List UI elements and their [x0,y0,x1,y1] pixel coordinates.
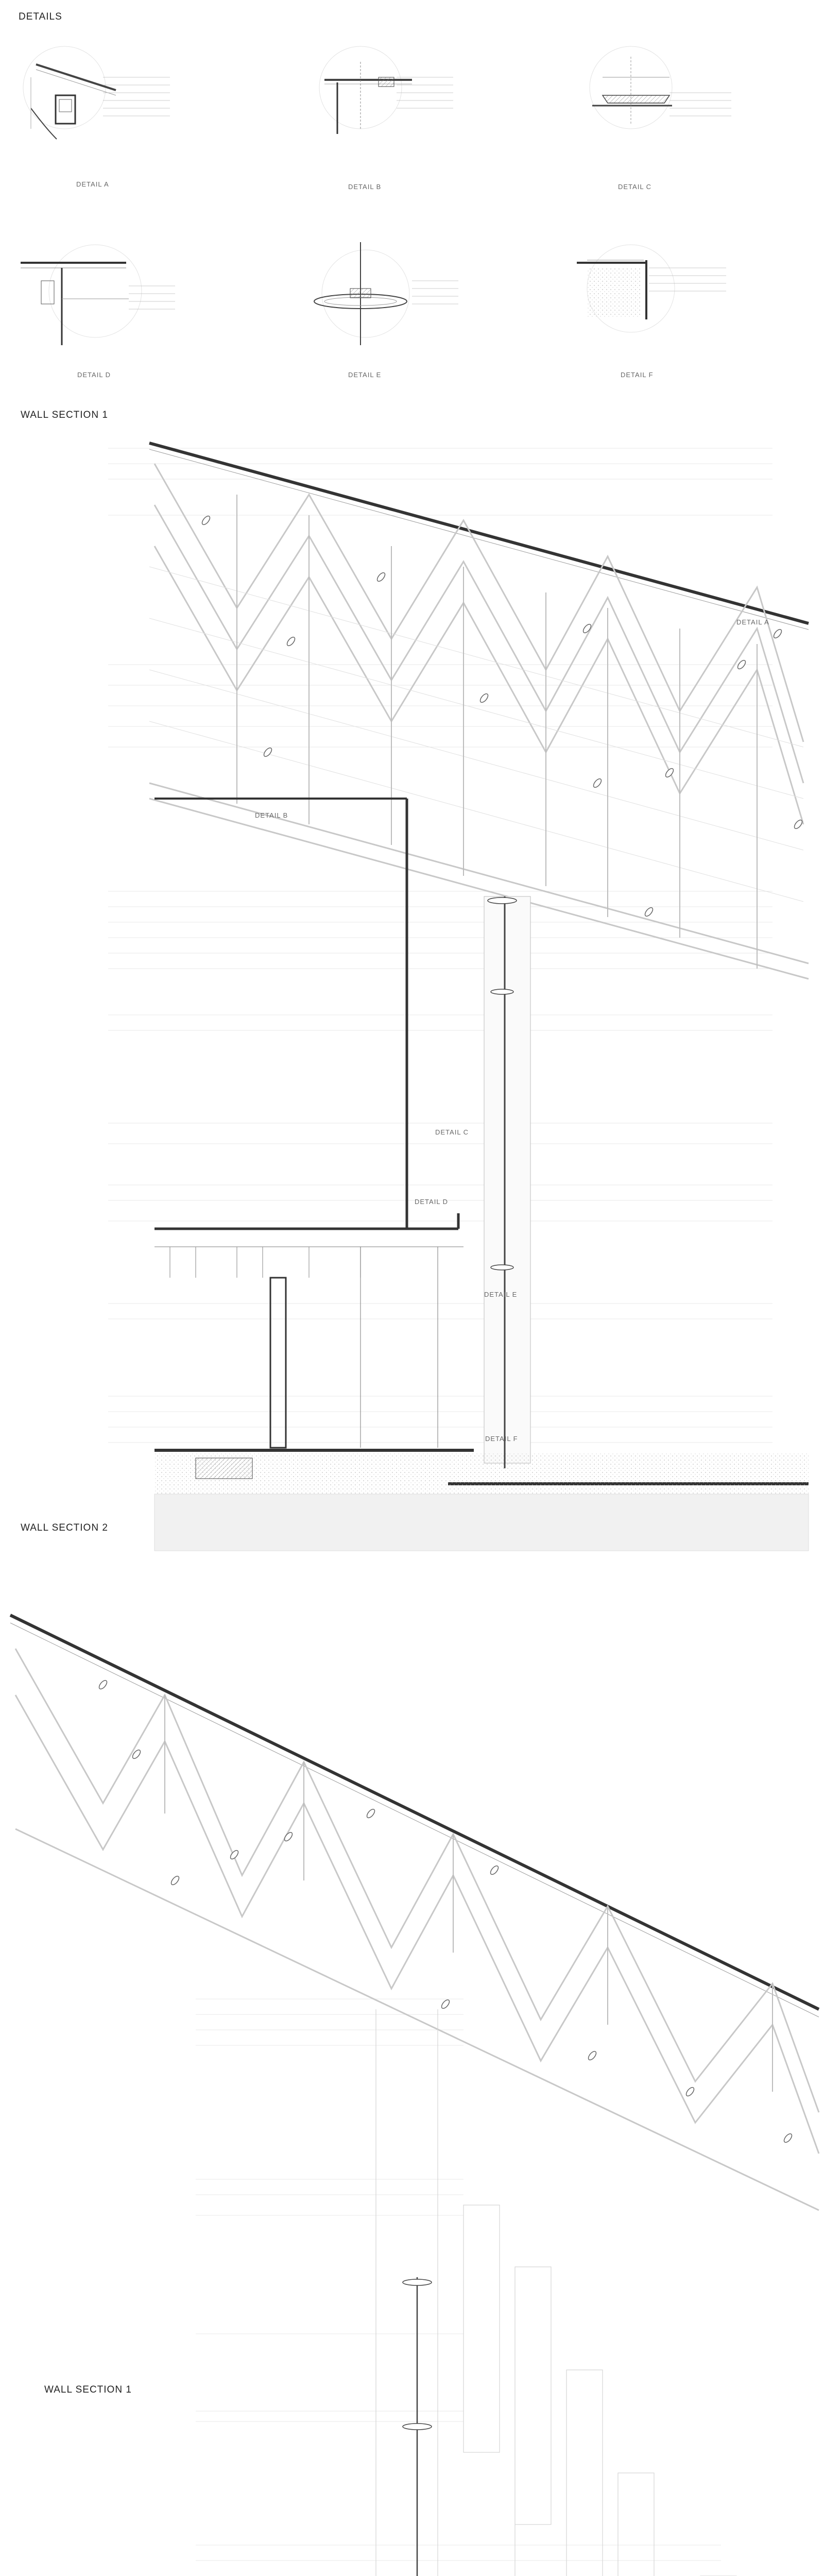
wall-section-1-large-heading: WALL SECTION 1 [44,2384,132,2395]
detail-a-caption: DETAIL A [76,180,109,188]
wall-section-1-detail-e-callout: DETAIL E [484,1291,518,1298]
detail-c-caption: DETAIL C [618,183,652,191]
wall-section-2-heading: WALL SECTION 2 [21,1522,108,1533]
wall-section-1-detail-a-callout: DETAIL A [736,618,769,626]
wall-section-1-detail-f-callout: DETAIL F [485,1435,518,1443]
details-heading: DETAILS [19,11,62,22]
detail-c-drawing [590,46,731,129]
detail-a-drawing [23,46,170,139]
detail-b-caption: DETAIL B [348,183,382,191]
wall-section-1-heading: WALL SECTION 1 [21,410,108,420]
detail-f-drawing [577,245,726,332]
detail-d-caption: DETAIL D [77,371,111,379]
detail-e-drawing [314,242,458,345]
detail-d-drawing [21,245,175,345]
wall-section-2-drawing [10,1615,819,2576]
wall-section-1-detail-d-callout: DETAIL D [415,1198,449,1206]
wall-section-1-drawing [108,443,809,1551]
detail-b-drawing [319,46,453,134]
detail-e-caption: DETAIL E [348,371,382,379]
detail-f-caption: DETAIL F [621,371,654,379]
wall-section-1-detail-b-callout: DETAIL B [255,811,288,819]
wall-section-1-detail-c-callout: DETAIL C [435,1128,469,1136]
